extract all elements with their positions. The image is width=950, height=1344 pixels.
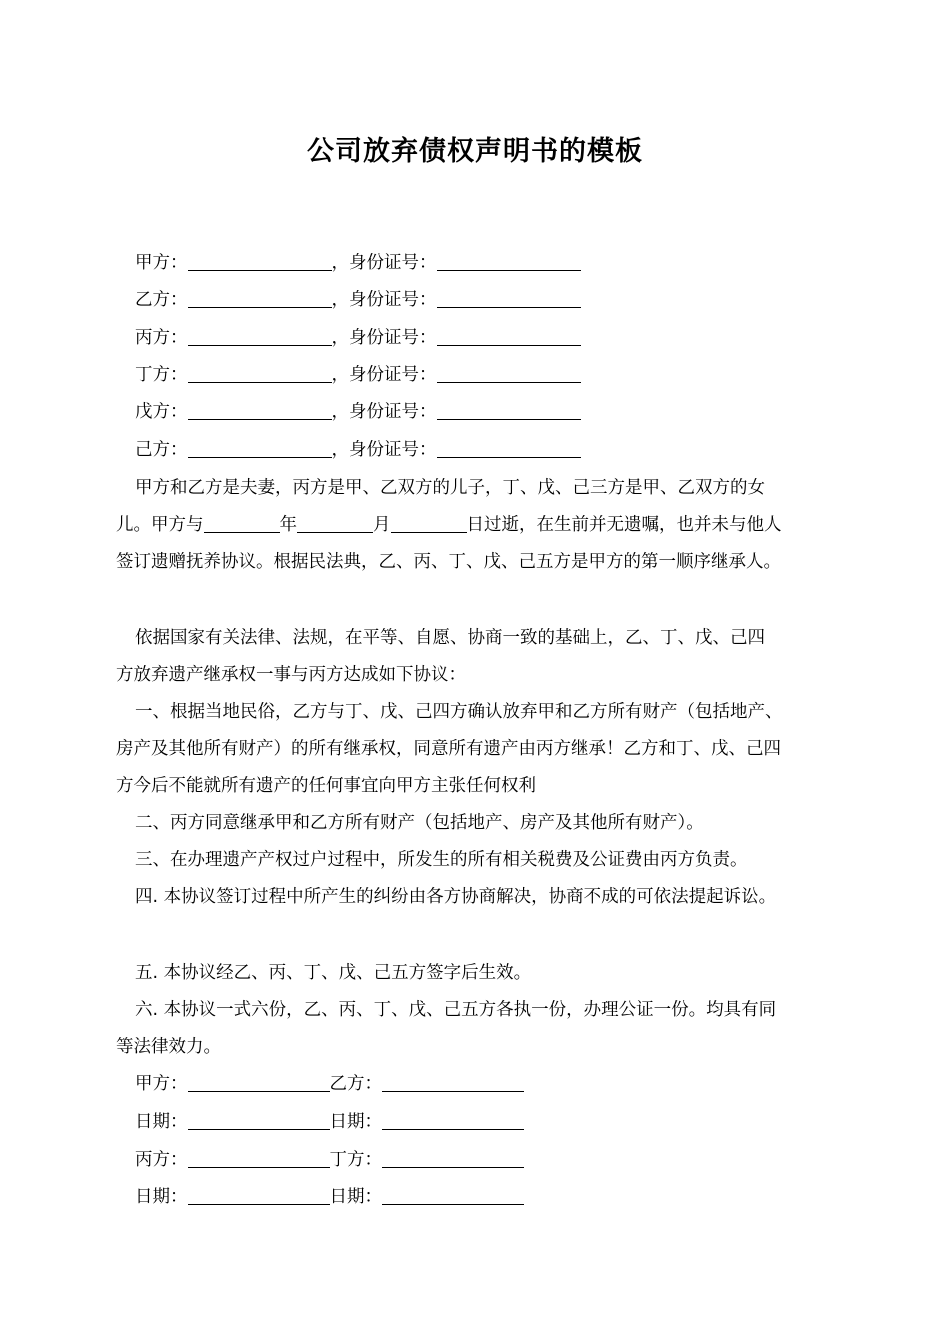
id-label: ，身份证号： [331, 290, 437, 310]
intro-suffix: 日过逝，在生前并无遗嘱，也并未与他人 [466, 515, 782, 535]
signature-row [135, 1147, 869, 1173]
signature-left-label: 甲方： [135, 1074, 188, 1094]
date-right-label: 日期： [329, 1187, 382, 1207]
signature-right-label: 丁方： [329, 1150, 382, 1170]
date-blank [382, 1111, 524, 1130]
month-label: 月 [373, 515, 391, 535]
id-label: ，身份证号： [331, 440, 437, 460]
clause-1-line-2: 房产及其他所有财产）的所有继承权，同意所有遗产由丙方继承！乙方和丁、戊、己四 [116, 739, 781, 759]
signature-right-label: 乙方： [329, 1074, 382, 1094]
day-blank [391, 514, 467, 533]
date-row [135, 1184, 869, 1210]
date-blank [382, 1186, 524, 1205]
clause-2: 二、丙方同意继承甲和乙方所有财产（包括地产、房产及其他所有财产）。 [135, 813, 704, 833]
id-blank [437, 327, 581, 346]
clause-5: 五. 本协议经乙、丙、丁、戊、己五方签字后生效。 [135, 963, 532, 983]
id-blank [437, 252, 581, 271]
party-label: 丁方： [135, 365, 188, 385]
intro-line-1: 甲方和乙方是夫妻，丙方是甲、乙双方的儿子，丁、戊、己三方是甲、乙双方的女 [135, 478, 765, 498]
date-blank [188, 1186, 330, 1205]
signature-blank [382, 1073, 524, 1092]
id-blank [437, 439, 581, 458]
year-label: 年 [279, 515, 297, 535]
party-line [135, 399, 869, 425]
clause-3: 三、在办理遗产产权过户过程中，所发生的所有相关税费及公证费由丙方负责。 [135, 850, 748, 870]
date-left-label: 日期： [135, 1187, 188, 1207]
name-blank [188, 364, 332, 383]
id-label: ，身份证号： [331, 253, 437, 273]
clause-6-line-1: 六. 本协议一式六份，乙、丙、丁、戊、己五方各执一份，办理公证一份。均具有同 [135, 1000, 777, 1020]
clause-1-line-1: 一、根据当地民俗，乙方与丁、戊、己四方确认放弃甲和乙方所有财产（包括地产、 [135, 702, 783, 722]
signature-blank [188, 1073, 330, 1092]
month-blank [297, 514, 373, 533]
intro-line-3: 签订遗赠抚养协议。根据民法典，乙、丙、丁、戊、己五方是甲方的第一顺序继承人。 [116, 552, 781, 572]
party-line [135, 437, 869, 463]
id-blank [437, 401, 581, 420]
name-blank [188, 327, 332, 346]
clause-6-line-2: 等法律效力。 [116, 1037, 221, 1057]
party-label: 戊方： [135, 402, 188, 422]
party-label: 乙方： [135, 290, 188, 310]
party-line [135, 362, 869, 388]
name-blank [188, 289, 332, 308]
party-label: 丙方： [135, 328, 188, 348]
signature-left-label: 丙方： [135, 1150, 188, 1170]
party-label: 己方： [135, 440, 188, 460]
basis-line-1: 依据国家有关法律、法规，在平等、自愿、协商一致的基础上，乙、丁、戊、己四 [135, 628, 765, 648]
intro-prefix: 儿。甲方与 [116, 515, 204, 535]
date-right-label: 日期： [329, 1112, 382, 1132]
party-line [135, 325, 869, 351]
party-label: 甲方： [135, 253, 188, 273]
signature-row [135, 1071, 869, 1097]
id-label: ，身份证号： [331, 365, 437, 385]
id-label: ，身份证号： [331, 328, 437, 348]
party-line [135, 287, 869, 313]
date-left-label: 日期： [135, 1112, 188, 1132]
signature-blank [382, 1149, 524, 1168]
basis-line-2: 方放弃遗产继承权一事与丙方达成如下协议： [116, 665, 466, 685]
name-blank [188, 252, 332, 271]
id-blank [437, 364, 581, 383]
party-line [135, 250, 869, 276]
clause-1-line-3: 方今后不能就所有遗产的任何事宜向甲方主张任何权利 [116, 776, 536, 796]
page-title: 公司放弃债权声明书的模板 [307, 136, 643, 167]
date-row [135, 1109, 869, 1135]
name-blank [188, 439, 332, 458]
id-blank [437, 289, 581, 308]
id-label: ，身份证号： [331, 402, 437, 422]
intro-line-2 [116, 512, 850, 538]
name-blank [188, 401, 332, 420]
signature-blank [188, 1149, 330, 1168]
date-blank [188, 1111, 330, 1130]
clause-4: 四. 本协议签订过程中所产生的纠纷由各方协商解决，协商不成的可依法提起诉讼。 [135, 887, 777, 907]
year-blank [204, 514, 280, 533]
